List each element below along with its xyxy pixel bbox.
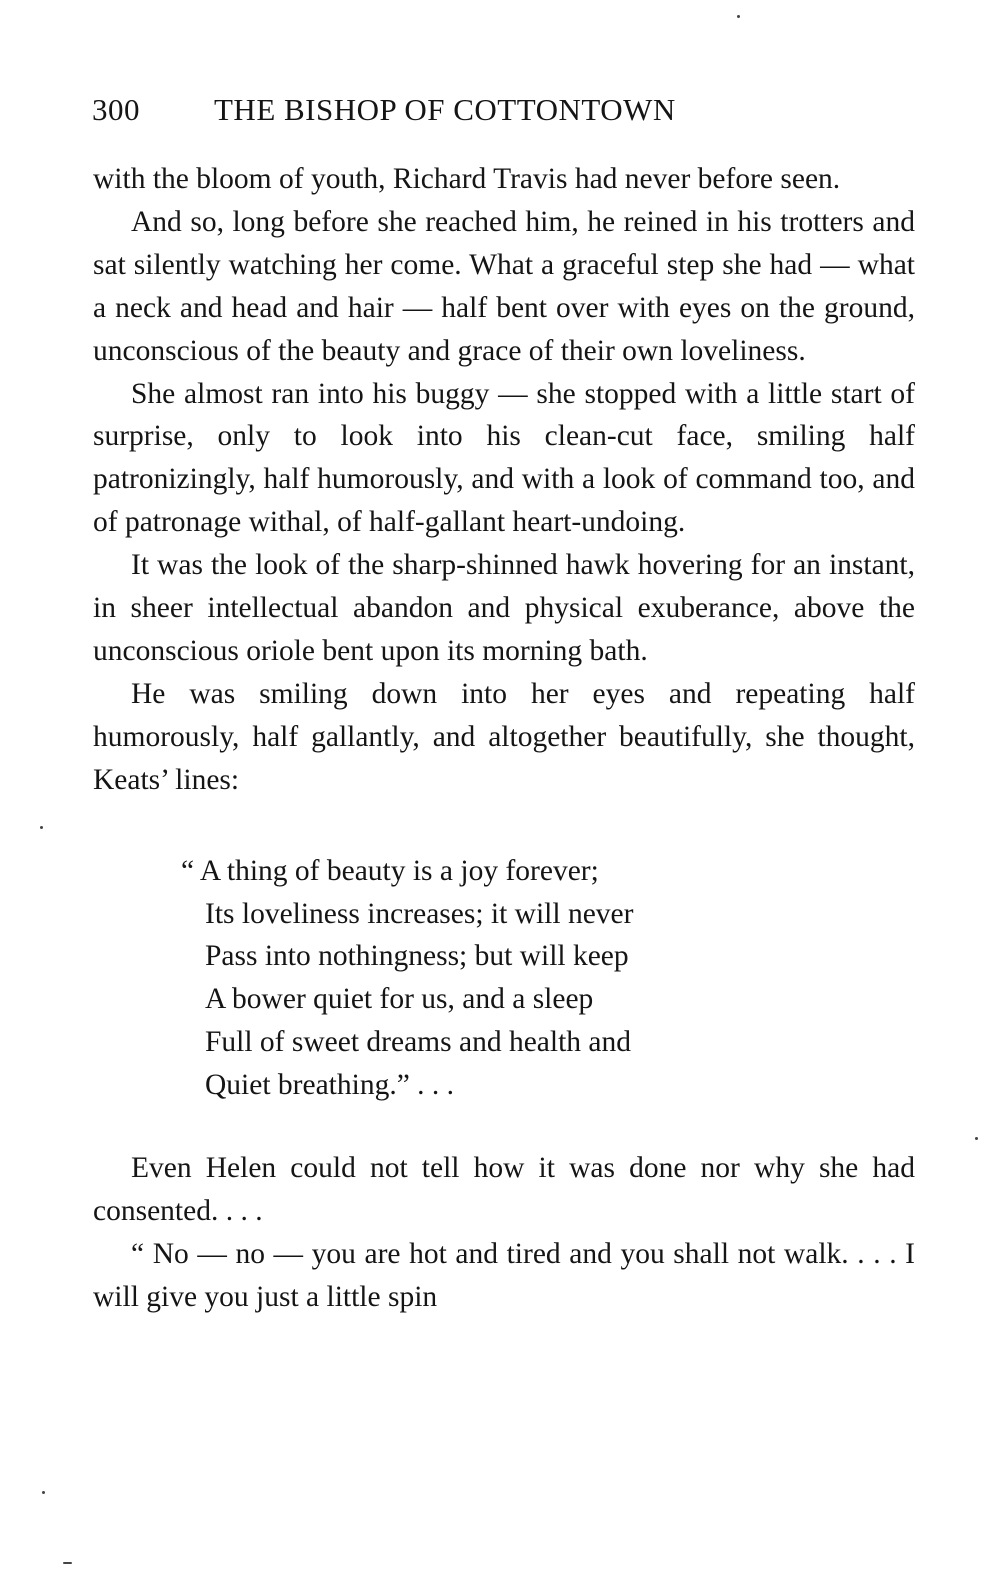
running-title: THE BISHOP OF COTTONTOWN <box>214 92 676 127</box>
paragraph: It was the look of the sharp-shinned hawk hovering for an instant, in sheer intellectual abandon and physical exuberance, above the unconscious oriole bent upon its morning bath. <box>93 549 915 667</box>
scan-speck <box>737 15 740 18</box>
page-header <box>92 92 912 140</box>
poem-line: Full of sweet dreams and health and <box>205 1026 631 1059</box>
poem-line: Quiet breathing.” . . . <box>205 1069 455 1102</box>
poem-line: “ A thing of beauty is a joy forever; <box>181 854 599 887</box>
scan-speck <box>975 1137 978 1140</box>
paragraph: Even Helen could not tell how it was done nor why she had consented. . . . <box>93 1152 915 1227</box>
paragraph-continued: with the bloom of youth, Richard Travis had never before seen. <box>93 163 841 195</box>
paragraph: And so, long before she reached him, he reined in his trotters and sat silently watching her come. What a graceful step she had — what a neck and head and hair — half bent over with eyes on the ground, unconscious of the beauty and grace of their own loveliness. <box>93 205 915 367</box>
poem-line: Pass into nothingness; but will keep <box>205 940 629 973</box>
page-number: 300 <box>92 92 140 127</box>
paragraph: “ No — no — you are hot and tired and you shall not walk. . . . I will give you just a little spin <box>93 1237 915 1313</box>
poem-line: Its loveliness increases; it will never <box>205 897 634 930</box>
poem-line: A bower quiet for us, and a sleep <box>205 983 594 1016</box>
body-text <box>93 158 915 1319</box>
paragraph: She almost ran into his buggy — she stopped with a little start of surprise, only to look into his clean-cut face, smiling half patronizingly, half humorously, and with a look of command too, and of patronage withal, of half-gallant heart-undoing. <box>93 377 915 539</box>
paragraph: He was smiling down into her eyes and repeating half humorously, half gallantly, and altogether beautifully, she thought, Keats’ lines: <box>93 677 915 796</box>
scan-speck <box>40 826 43 829</box>
scan-speck <box>63 1562 72 1564</box>
poem-quotation <box>181 850 765 1107</box>
scan-speck <box>42 1491 45 1494</box>
